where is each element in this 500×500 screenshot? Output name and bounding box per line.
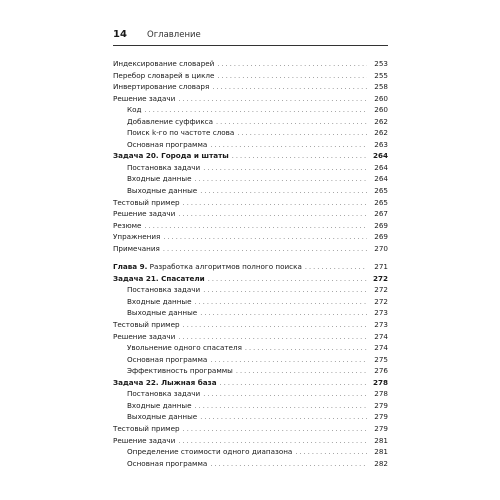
dot-leader bbox=[183, 198, 367, 210]
toc-page-number: 273 bbox=[374, 320, 388, 330]
toc-entry[interactable] bbox=[113, 423, 388, 435]
toc-page-number: 264 bbox=[372, 151, 388, 161]
toc-entry[interactable] bbox=[113, 127, 388, 139]
toc-entry-title: Упражнения bbox=[113, 232, 161, 242]
toc-entry-title: Основная программа bbox=[127, 458, 208, 468]
toc-page-number: 271 bbox=[374, 262, 388, 272]
toc-entry-title: Задача 22. Лыжная база bbox=[113, 377, 217, 387]
toc-group bbox=[113, 58, 388, 254]
toc-entry[interactable] bbox=[113, 354, 388, 366]
toc-page-number: 272 bbox=[372, 273, 388, 283]
toc-entry[interactable] bbox=[113, 104, 388, 116]
toc-entry[interactable] bbox=[113, 116, 388, 128]
dot-leader bbox=[212, 82, 367, 94]
toc-entry[interactable] bbox=[113, 231, 388, 243]
toc-entry[interactable] bbox=[113, 185, 388, 197]
toc-page-number: 265 bbox=[374, 197, 388, 207]
toc-page-number: 264 bbox=[374, 174, 388, 184]
dot-leader bbox=[295, 447, 367, 459]
toc-page-number: 281 bbox=[374, 435, 388, 445]
dot-leader bbox=[195, 174, 367, 186]
toc-page-number: 278 bbox=[374, 389, 388, 399]
toc-entry-title: Примечания bbox=[113, 243, 160, 253]
toc-section-entry[interactable] bbox=[113, 273, 388, 285]
dot-leader bbox=[245, 343, 367, 355]
toc-entry[interactable] bbox=[113, 173, 388, 185]
toc-entry-title: Выходные данные bbox=[127, 308, 198, 318]
toc-entry-title: Определение стоимости одного диапазона bbox=[127, 447, 293, 457]
dot-leader bbox=[200, 308, 367, 320]
toc-entry[interactable] bbox=[113, 139, 388, 151]
dot-leader bbox=[210, 140, 367, 152]
toc-page-number: 273 bbox=[374, 308, 388, 318]
dot-leader bbox=[178, 209, 367, 221]
toc-page-number: 279 bbox=[374, 400, 388, 410]
toc-page-number: 262 bbox=[374, 128, 388, 138]
toc-page-number: 269 bbox=[374, 232, 388, 242]
toc-entry-title: Постановка задачи bbox=[127, 162, 201, 172]
toc-page-number: 260 bbox=[374, 93, 388, 103]
toc-page-number: 263 bbox=[374, 139, 388, 149]
toc-page-number: 264 bbox=[374, 162, 388, 172]
toc-entry-title: Код bbox=[127, 105, 142, 115]
toc-entry-title: Увольнение одного спасателя bbox=[127, 343, 242, 353]
toc-entry-title: Поиск k-го по частоте слова bbox=[127, 128, 235, 138]
toc-entry[interactable] bbox=[113, 197, 388, 209]
toc-group bbox=[113, 261, 388, 469]
toc-entry[interactable] bbox=[113, 243, 388, 255]
chapter-title: Разработка алгоритмов полного поиска bbox=[149, 262, 302, 272]
toc-entry[interactable] bbox=[113, 331, 388, 343]
dot-leader bbox=[178, 94, 367, 106]
toc-page-number: 278 bbox=[372, 377, 388, 387]
toc-page-number: 258 bbox=[374, 82, 388, 92]
toc-entry-title: Постановка задачи bbox=[127, 389, 201, 399]
dot-leader bbox=[237, 128, 367, 140]
toc-page-number: 260 bbox=[374, 105, 388, 115]
toc-entry[interactable] bbox=[113, 446, 388, 458]
toc-entry[interactable] bbox=[113, 342, 388, 354]
header-rule bbox=[113, 45, 388, 46]
toc-entry-title bbox=[113, 261, 302, 273]
dot-leader bbox=[203, 389, 367, 401]
dot-leader bbox=[195, 401, 367, 413]
toc-entry[interactable] bbox=[113, 93, 388, 105]
toc-page-number: 276 bbox=[374, 366, 388, 376]
toc-entry[interactable] bbox=[113, 307, 388, 319]
dot-leader bbox=[217, 59, 367, 71]
toc-entry[interactable] bbox=[113, 458, 388, 470]
toc-entry-title: Инвертирование словаря bbox=[113, 82, 210, 92]
toc-entry-title: Выходные данные bbox=[127, 186, 198, 196]
toc-page-number: 279 bbox=[374, 423, 388, 433]
toc-entry-title: Постановка задачи bbox=[127, 285, 201, 295]
toc-entry[interactable] bbox=[113, 319, 388, 331]
toc-entry-title: Резюме bbox=[113, 220, 142, 230]
toc-section-entry[interactable] bbox=[113, 150, 388, 162]
toc-entry-title: Входные данные bbox=[127, 400, 192, 410]
toc-page-number: 253 bbox=[374, 59, 388, 68]
toc-section-entry[interactable] bbox=[113, 377, 388, 389]
dot-leader bbox=[203, 285, 367, 297]
toc-entry-title: Индексирование словарей bbox=[113, 59, 215, 68]
toc-entry-title: Тестовый пример bbox=[113, 320, 180, 330]
toc-page-number: 262 bbox=[374, 116, 388, 126]
toc-page-number: 282 bbox=[374, 458, 388, 468]
dot-leader bbox=[208, 274, 367, 286]
toc-entry-title: Выходные данные bbox=[127, 412, 198, 422]
dot-leader bbox=[216, 117, 367, 129]
toc-entry-title: Тестовый пример bbox=[113, 197, 180, 207]
toc-entry-title: Решение задачи bbox=[113, 209, 176, 219]
dot-leader bbox=[183, 320, 367, 332]
toc-entry-title: Добавление суффикса bbox=[127, 116, 214, 126]
toc-page-number: 274 bbox=[374, 343, 388, 353]
running-title: Оглавление bbox=[147, 30, 201, 40]
toc-entry-title: Задача 21. Спасатели bbox=[113, 273, 205, 283]
dot-leader bbox=[144, 221, 367, 233]
dot-leader bbox=[210, 459, 367, 471]
dot-leader bbox=[195, 297, 367, 309]
toc-entry-title: Перебор словарей в цикле bbox=[113, 70, 215, 80]
toc-page-number: 272 bbox=[374, 285, 388, 295]
toc-entry[interactable] bbox=[113, 70, 388, 82]
dot-leader bbox=[232, 151, 367, 163]
page-number: 14 bbox=[113, 29, 127, 40]
toc-entry-title: Тестовый пример bbox=[113, 423, 180, 433]
toc-entry[interactable] bbox=[113, 208, 388, 220]
toc-entry[interactable] bbox=[113, 81, 388, 93]
toc-page-number: 281 bbox=[374, 447, 388, 457]
toc-page-number: 279 bbox=[374, 412, 388, 422]
dot-leader bbox=[217, 71, 367, 83]
dot-leader bbox=[210, 355, 367, 367]
toc-entry[interactable] bbox=[113, 162, 388, 174]
toc-entry[interactable] bbox=[113, 220, 388, 232]
toc-page-number: 255 bbox=[374, 70, 388, 80]
chapter-number: Глава 9. bbox=[113, 262, 148, 272]
toc-entry[interactable] bbox=[113, 388, 388, 400]
toc-entry-title: Основная программа bbox=[127, 139, 208, 149]
toc-entry-title: Входные данные bbox=[127, 296, 192, 306]
toc-entry[interactable] bbox=[113, 400, 388, 412]
dot-leader bbox=[200, 186, 367, 198]
dot-leader bbox=[200, 412, 367, 424]
toc-entry[interactable] bbox=[113, 411, 388, 423]
toc-page-number: 274 bbox=[374, 331, 388, 341]
toc-page-number: 270 bbox=[374, 243, 388, 253]
dot-leader bbox=[163, 244, 367, 256]
toc-page-number: 269 bbox=[374, 220, 388, 230]
dot-leader bbox=[163, 232, 367, 244]
toc-page-number: 275 bbox=[374, 354, 388, 364]
toc-entry-title: Входные данные bbox=[127, 174, 192, 184]
toc-entry-title: Эффективность программы bbox=[127, 366, 233, 376]
toc-entry[interactable] bbox=[113, 365, 388, 377]
toc-page-number: 267 bbox=[374, 209, 388, 219]
toc-entry-title: Основная программа bbox=[127, 354, 208, 364]
dot-leader bbox=[203, 163, 367, 175]
page-header bbox=[113, 29, 388, 45]
toc-page-number: 265 bbox=[374, 186, 388, 196]
toc-chapter-entry[interactable] bbox=[113, 261, 388, 273]
dot-leader bbox=[183, 424, 367, 436]
table-of-contents bbox=[113, 58, 388, 469]
toc-page-number: 272 bbox=[374, 296, 388, 306]
dot-leader bbox=[236, 366, 367, 378]
toc-entry-title: Решение задачи bbox=[113, 93, 176, 103]
toc-entry-title: Задача 20. Города и штаты bbox=[113, 151, 229, 161]
toc-entry-title: Решение задачи bbox=[113, 435, 176, 445]
dot-leader bbox=[305, 262, 367, 274]
toc-entry-title: Решение задачи bbox=[113, 331, 176, 341]
toc-entry[interactable] bbox=[113, 284, 388, 296]
dot-leader bbox=[220, 378, 367, 390]
toc-entry[interactable] bbox=[113, 435, 388, 447]
toc-entry[interactable] bbox=[113, 296, 388, 308]
toc-entry[interactable] bbox=[113, 58, 388, 70]
